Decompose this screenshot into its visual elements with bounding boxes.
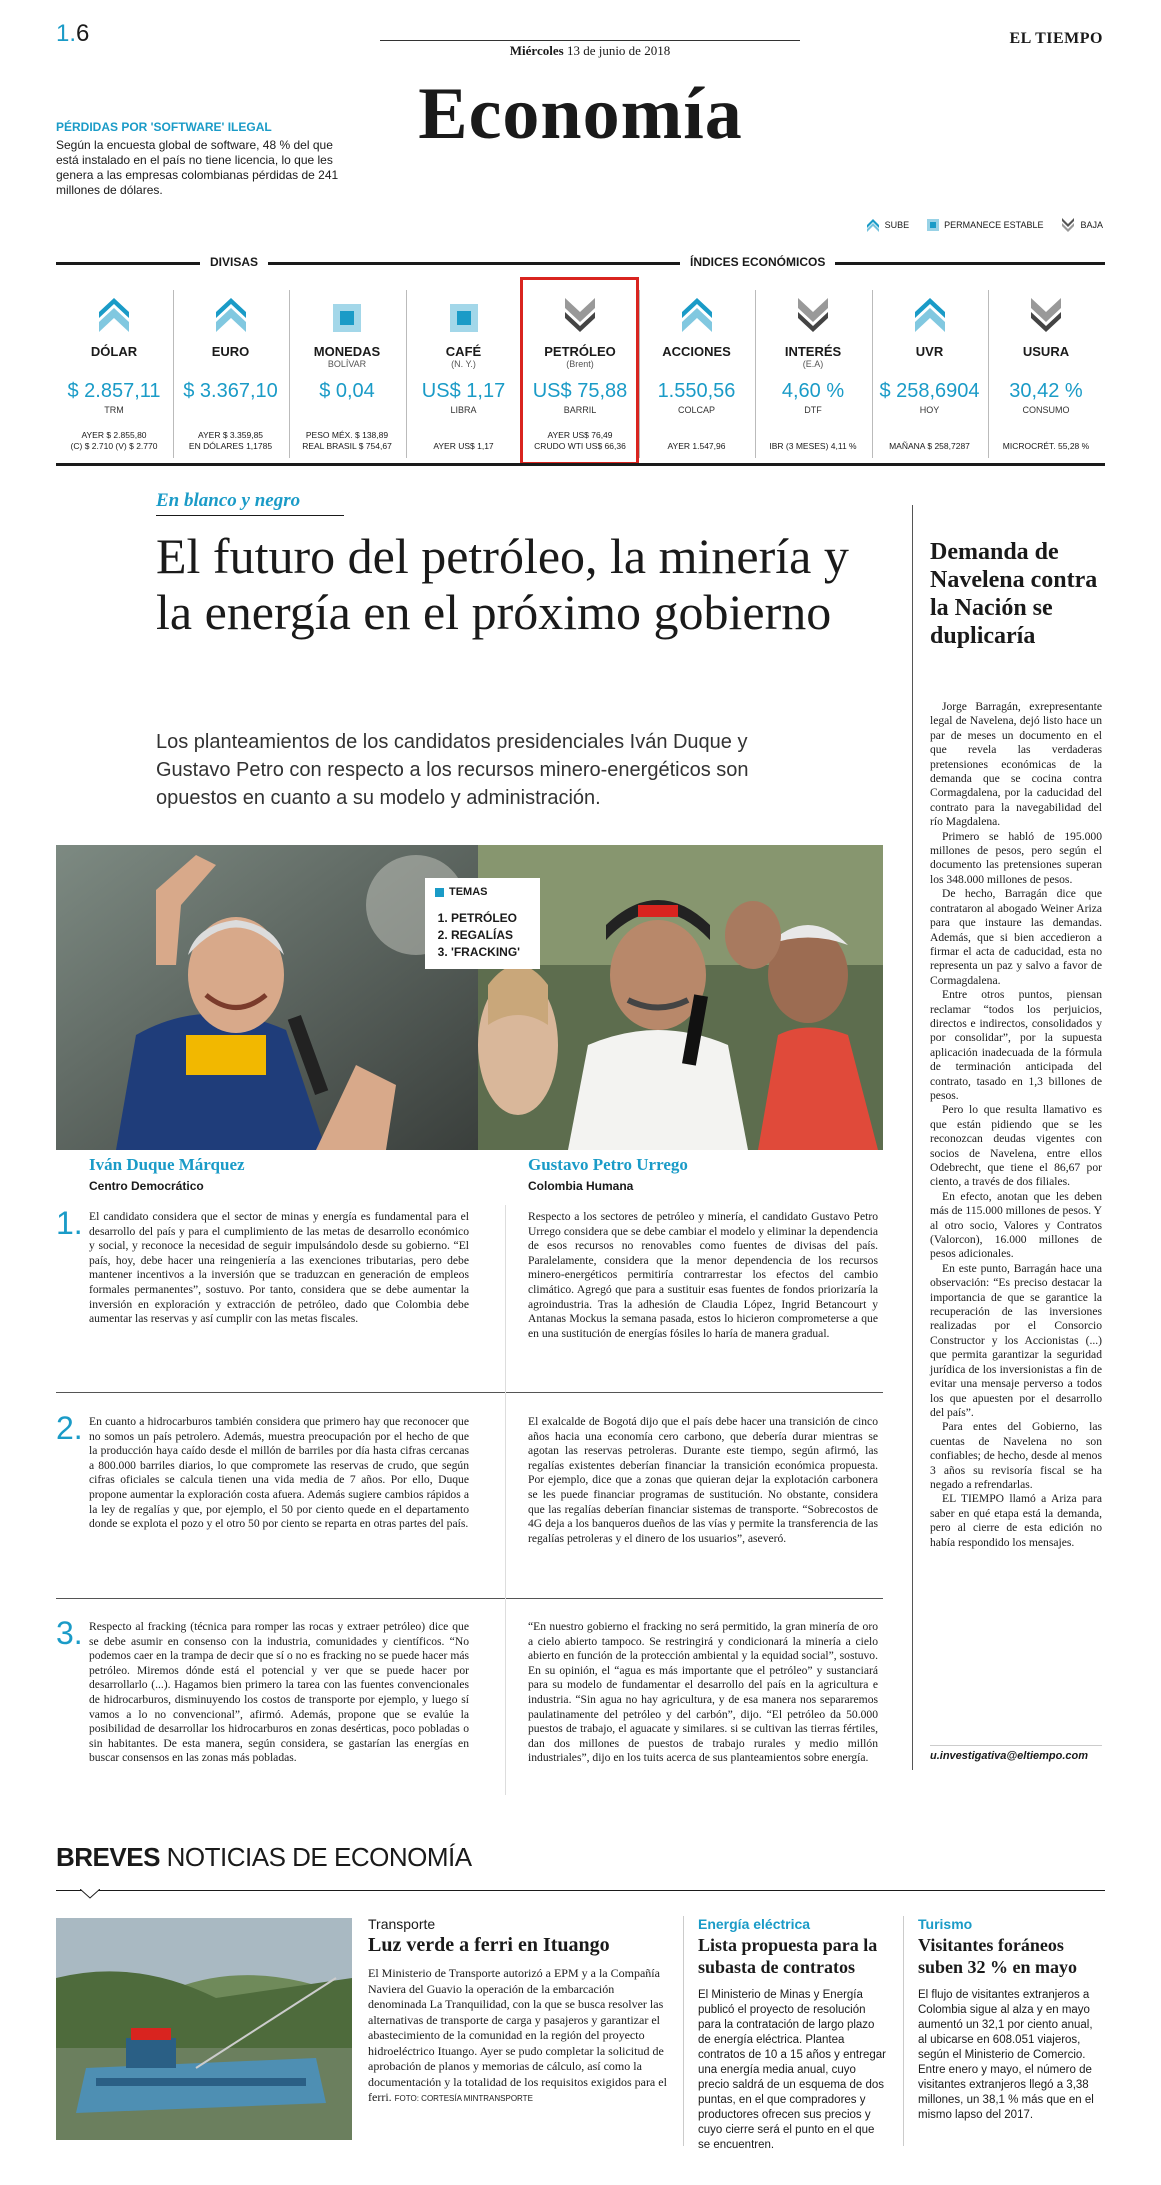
indicator-sub	[988, 359, 1104, 370]
trend-up-icon	[56, 282, 172, 332]
topics-list	[451, 910, 530, 961]
topic-item: 2. REGALÍAS	[451, 927, 530, 944]
indicator-name: UVR	[915, 344, 944, 359]
sidebar-paragraph: Jorge Barragán, exrepresentante legal de Navelena, dejó listo hace un par de meses un documento en el que revela las verdaderas pretensiones económicas de la demanda que se cocina contra Cormagdalena, por la caducidad del contrato para la navegabilidad del río Magdalena.	[930, 700, 1102, 829]
breves-rule	[56, 1890, 1105, 1891]
trend-down-icon	[755, 282, 871, 332]
indicator-value: 4,60 %	[781, 380, 845, 402]
group-label-indices: ÍNDICES ECONÓMICOS	[680, 255, 835, 269]
trend-down-icon	[988, 282, 1104, 332]
topic-item: 1. PETRÓLEO	[451, 910, 530, 927]
photo-credit: FOTO: CORTESÍA MINTRANSPORTE	[394, 2094, 533, 2103]
indicator-monedas	[289, 282, 405, 458]
indicator-separator	[988, 290, 989, 458]
indicator-sub	[173, 359, 289, 370]
indicator-unit: LIBRA	[450, 405, 477, 415]
breve-title: Luz verde a ferri en Ituango	[368, 1934, 610, 1956]
indicator-value: $ 3.367,10	[183, 380, 278, 402]
group-label-divisas: DIVISAS	[200, 255, 268, 269]
indicator-sub	[56, 359, 172, 370]
indicator-value: US$ 75,88	[532, 380, 628, 402]
point-number: 3.	[56, 1615, 83, 1651]
indicator-footnote: IBR (3 MESES) 4,11 %	[769, 441, 857, 451]
breve-body: El Ministerio de Transporte autorizó a EPM y a la Compañía Naviera del Guavio la operación de la embarcación denominada La Tranquilidad, con la que se busca resolver las alternativas de transporte de carga y pasajeros y garantizar el abastecimiento de la comunidad en la región del proyecto hidroeléctrico Ituango. Ayer se pudo completar la solicitud de aprobación de planos y memorias de cálculo, así como la documentación y la totalidad de los requisitos exigidos para el ferri. FOTO: CORTESÍA MINTRANSPORTE	[368, 1966, 667, 2104]
indicator-separator	[289, 290, 290, 458]
breve-item-turismo	[903, 1916, 1103, 2146]
sidebar-headline: Demanda de Navelena contra la Nación se duplicaría	[930, 539, 1098, 649]
trend-up-icon	[173, 282, 289, 332]
indicator-footnote: AYER US$ 76,49 CRUDO WTI US$ 66,36	[534, 430, 626, 451]
legend-stable: PERMANECE ESTABLE	[927, 219, 1043, 231]
indicator-sub	[872, 359, 988, 370]
breve-category: Turismo	[918, 1916, 973, 1932]
indicator-footnote: MICROCRÉT. 55,28 %	[1002, 441, 1090, 451]
indicator-sub: (N. Y.)	[451, 359, 476, 369]
trend-down-icon	[1061, 218, 1075, 232]
indicator-name: USURA	[1022, 344, 1070, 359]
indicator-name: EURO	[211, 344, 250, 359]
indicator-unit: DTF	[804, 405, 822, 415]
indicator-unit: BARRIL	[563, 405, 597, 415]
indicator-value: US$ 1,17	[421, 380, 506, 402]
teaser-text: Según la encuesta global de software, 48 % del que está instalado en el país no tiene licencia, lo que les genera a las empresas colombianas pérdidas de 241 millones de dólares.	[56, 138, 339, 197]
sidebar-email-link[interactable]: u.investigativa@eltiempo.com	[930, 1745, 1102, 1762]
indicators-bottom-rule	[56, 463, 1105, 466]
trend-up-icon	[639, 282, 755, 332]
indicator-footnote: AYER $ 2.855,80 (C) $ 2.710 (V) $ 2.770	[70, 430, 158, 451]
breve-body: El flujo de visitantes extranjeros a Colombia sigue al alza y en mayo aumentó un 32,1 por ciento anual, al ubicarse en 608.051 viajeros, según el Ministerio de Comercio. Entre enero y mayo, el número de visitantes extranjeros llegó a 3,38 millones, un 38,1 % más que en el mismo lapso del 2017.	[918, 1989, 1094, 2121]
indicator-unit: HOY	[919, 405, 940, 415]
indicator-footnote: AYER US$ 1,17	[433, 441, 494, 451]
indicator-separator	[755, 290, 756, 458]
point-left-text: En cuanto a hidrocarburos también considera que primero hay que reconocer que no somos un país petrolero. Además, muestra preocupación por el hecho de que la producción haya caído desde el millón de barriles por día hasta cifras cercanas a 800.000 barriles diarios, lo que compromete las reservas de crudo, que según cifras oficiales se calcula tienen una vida media de 7 años. Por ello, Duque propone aumentar la exploración costa afuera. Además sugiere cambios rápidos a la ley de regalías y que, por ejemplo, el 50 por ciento quede en el departamento donde se explota el pozo y el otro 50 por ciento se reparta en otras partes del país.	[89, 1415, 469, 1531]
section-title: Economía	[418, 73, 743, 155]
breve-title: Lista propuesta para la subasta de contratos	[698, 1935, 878, 1977]
sidebar-paragraph: En efecto, anotan que les deben más de 115.000 millones de pesos. Y al otro socio, Valores y Contratos (Valorcon), 16.000 millones de pesos adicionales.	[930, 1189, 1102, 1261]
point-right-text: El exalcalde de Bogotá dijo que el país debe hacer una transición de cinco años hacia una economía cero carbono, que debería durar mientras se agotan las reservas petroleras. Durante este tiempo, según afirmó, las regalías existentes deberían financiar la transición económica propuesta. Por ejemplo, dice que a zonas que quieran dejar la explotación carbonera se les puede financiar programas de sustitución. No obstante, considera que las regalías deberían financiar sistemas de transporte. “Sobrecostos de 4G deja a los banqueros dueños de las vías y permite la transferencia de las regalías petroleras y el dinero de los usuarios”, aseveró.	[528, 1415, 878, 1545]
sidebar-paragraph: Primero se habló de 195.000 millones de pesos, pero según el documento las pretensiones superan los 348.000 millones de pesos.	[930, 829, 1102, 886]
trend-stable-icon	[289, 282, 405, 332]
photo-ferri	[56, 1918, 352, 2140]
breve-item-transporte	[368, 1916, 668, 2107]
point-number: 2.	[56, 1410, 83, 1446]
indicator-café	[406, 282, 522, 458]
indicator-separator	[872, 290, 873, 458]
indicator-value: $ 2.857,11	[67, 380, 161, 402]
article-headline: El futuro del petróleo, la minería y la energía en el próximo gobierno	[156, 528, 849, 640]
article-deck: Los planteamientos de los candidatos presidenciales Iván Duque y Gustavo Petro con respecto a los recursos minero-energéticos son opuestos en cuanto a su modelo y administración.	[156, 731, 749, 809]
sidebar-paragraph: Entre otros puntos, piensan reclamar “todos los perjuicios, directos e indirectos, consolidados y por consolidar”, por la supuesta aplicación inadecuada de la fórmula de terminación anticipada del contrato, tasado en 1,3 billones de pesos.	[930, 988, 1102, 1102]
indicator-name: CAFÉ	[445, 344, 482, 359]
column-divider	[505, 1205, 506, 1795]
breve-category: Energía eléctrica	[698, 1916, 811, 1932]
point-left-text: El candidato considera que el sector de minas y energía es fundamental para el desarrollo del país y para el cumplimiento de las metas de desarrollo económico y social, y reconoce la necesidad de seguir impulsándolo desde su gobierno. “El país, hoy, debe hacer una reingeniería a las exenciones tributarias, pero debe mantener incentivos a la inversión que se traduzcan en generación de empleos formales permanentes”, sostuvo. Por tanto, considera que se debe aumentar la inversión en exploración y extracción de petróleo, dado que Colombia debe aumentar las reservas y así cumplir con las metas fiscales.	[89, 1210, 469, 1326]
highlight-box	[520, 277, 639, 465]
indicator-sub	[639, 359, 755, 370]
indicator-unit: CONSUMO	[1022, 405, 1070, 415]
point-number: 1.	[56, 1205, 83, 1241]
indicator-unit: COLCAP	[677, 405, 715, 415]
indicator-name: PETRÓLEO	[544, 344, 616, 359]
point-right-text: “En nuestro gobierno el fracking no será permitido, la gran minería de oro a cielo abierto tampoco. Se restringirá y condicionará la minería a cielo abierto en función de la protección ambiental y la equidad social”, sostuvo. En su opinión, el “agua es más importante que el petróleo” y sustanciará para su modelo de fundamentar el desarrollo del país en la agricultura e industria. “Sin agua no hay agricultura, y de esa manera nos separaremos paulatinamente del petróleo y del carbón”, dijo. “El petróleo da 50.000 puestos de trabajo, el aguacate y similares. si se cultivan las tierras fértiles, dan dos millones de puestos de trabajo rurales y medio millón industriales”, dijo en los tuits acerca de sus planteamientos sobre energía.	[528, 1620, 878, 1765]
indicator-name: DÓLAR	[90, 344, 138, 359]
point-right-text: Respecto a los sectores de petróleo y minería, el candidato Gustavo Petro Urrego considera que se debe cambiar el modelo y eliminar la dependencia de esos recursos no renovables como fuentes de divisas del país. Paralelamente, considera que la menor dependencia de los recursos minero-energéticos permitiría contrarrestar los efectos del cambio climático. Agregó que para a sustituir esas fuentes de fondos priorizaría la agroindustria. Tras la adhesión de Claudia López, Ingrid Betancourt y Antanas Mockus la semana pasada, estos lo hicieron comprometerse a que en una sustitución de energías fósiles lo haría de manera gradual.	[528, 1210, 878, 1340]
indicator-sub: (E.A)	[802, 359, 824, 369]
candidate-name: Gustavo Petro Urrego	[528, 1155, 688, 1174]
dateline: Miércoles 13 de junio de 2018	[380, 40, 800, 59]
indicator-sub: (Brent)	[566, 359, 594, 369]
breves-notch-icon	[80, 1889, 100, 1899]
indicator-acciones	[639, 282, 755, 458]
indicator-value: $ 0,04	[319, 380, 375, 402]
topics-square-icon	[435, 888, 444, 897]
legend-up: SUBE	[866, 218, 910, 232]
candidate-right	[528, 1155, 908, 1193]
indicator-sub: BOLÍVAR	[327, 359, 367, 369]
candidate-left	[89, 1155, 469, 1193]
indicator-uvr	[872, 282, 988, 458]
indicator-footnote: AYER 1.547,96	[667, 441, 726, 451]
sidebar-paragraph: De hecho, Barragán dice que contrataron al abogado Weiner Ariza para que instaure las demandas. Además, que si bien accedieron a firmar el acta de caducidad, esta no representa un paz y salvo a favor de Cormagdalena.	[930, 887, 1102, 987]
point-left-text: Respecto al fracking (técnica para romper las rocas y extraer petróleo) dice que se debe asumir en consenso con la industria, comunidades y científicos. “No podemos caer en la trampa de decir que sí o no es fracking no se puede hacer más petróleo. Miremos dónde está el potencial y ver que se puede hacer por desarrollarlo (...). Hagamos bien primero la tarea con las fuentes convencionales de hidrocarburos, disminuyendo los costos de transporte por ejemplo, y luego sí vamos a lo no convencional”, afirmó. Además, propone que se evalúe la posibilidad de desarrollar los hidrocarburos en zonas desérticas, poco pobladas o sin habitantes. De esta manera, según considera, se gastarían las energías en buscar consensos en las zonas más pobladas.	[89, 1620, 469, 1765]
indicator-interés	[755, 282, 871, 458]
sidebar-paragraph: En este punto, Barragán hace una observación: “Es preciso destacar la importancia de que se garantice la recuperación de las inversiones realizadas por el Consorcio Constructor y los Accionistas (...) que permita garantizar la seguridad jurídica de los inversionistas a fin de evitar una mensaje perverso a todos los que apuesten por el desarrollo del país”.	[930, 1261, 1102, 1419]
candidate-name: Iván Duque Márquez	[89, 1155, 245, 1174]
candidate-party: Centro Democrático	[89, 1179, 204, 1193]
indicator-footnote: PESO MÉX. $ 138,89 REAL BRASIL $ 754,67	[302, 430, 392, 451]
sidebar-paragraph: Pero lo que resulta llamativo es que están pidiendo que se les reconozcan deudas vigentes con socios de Navelena, entre ellos Odebrecht, que tiene el 86,67 por ciento, a través de dos filiales.	[930, 1103, 1102, 1189]
indicator-name: MONEDAS	[313, 344, 381, 359]
trend-legend	[866, 218, 1103, 232]
sidebar-body	[930, 700, 1102, 1550]
topic-item: 3. 'FRACKING'	[451, 944, 530, 961]
breve-item-energia	[683, 1916, 888, 2151]
trend-up-icon	[866, 218, 880, 232]
page-number: 1.6	[56, 20, 90, 47]
indicator-usura	[988, 282, 1104, 458]
breve-title: Visitantes foráneos suben 32 % en mayo	[918, 1935, 1078, 1977]
candidate-party: Colombia Humana	[528, 1179, 634, 1193]
photo-ivan-duque	[56, 845, 478, 1150]
indicator-dólar	[56, 282, 172, 458]
indicator-separator	[406, 290, 407, 458]
breve-category: Transporte	[368, 1916, 436, 1932]
sidebar-divider	[912, 505, 913, 1770]
breve-body: El Ministerio de Minas y Energía publicó el proyecto de resolución para la contratación de largo plazo de energía eléctrica. Plantea contratos de 10 a 15 años y entregar una energía media anual, cuyo precio saldrá de un esquema de dos puntas, en el que compradores y productores ofrecen sus precios y cuyo cierre será el punto en el que se encuentren.	[698, 1989, 886, 2151]
topics-box: TEMAS 1. PETRÓLEO 2. REGALÍAS 3. 'FRACKING'	[425, 878, 540, 969]
indicator-footnote: AYER $ 3.359,85 EN DÓLARES 1,1785	[188, 430, 273, 451]
newspaper-logo: EL TIEMPO	[1009, 30, 1103, 47]
indicator-name: ACCIONES	[662, 344, 731, 359]
indicator-value: 30,42 %	[1009, 380, 1083, 402]
sidebar-paragraph: Para entes del Gobierno, las cuentas de Navelena no son confiables; de hecho, desde al menos 3 años su revisoría fiscal se ha negado a refrendarlas.	[930, 1420, 1102, 1491]
indicator-value: $ 258,6904	[879, 380, 980, 402]
indicator-value: 1.550,56	[657, 380, 736, 402]
indicator-euro	[173, 282, 289, 458]
legend-down: BAJA	[1061, 218, 1103, 232]
teaser-box	[56, 120, 346, 198]
teaser-title: PÉRDIDAS POR 'SOFTWARE' ILEGAL	[56, 120, 272, 134]
point-divider	[56, 1598, 883, 1599]
trend-stable-icon	[406, 282, 522, 332]
indicator-name: INTERÉS	[784, 344, 842, 359]
indicator-footnote: MAÑANA $ 258,7287	[889, 441, 970, 451]
trend-stable-icon	[927, 219, 939, 231]
trend-up-icon	[872, 282, 988, 332]
breves-title: BREVES NOTICIAS DE ECONOMÍA	[56, 1842, 472, 1872]
indicator-unit: TRM	[104, 405, 124, 415]
point-divider	[56, 1392, 883, 1393]
indicator-separator	[173, 290, 174, 458]
article-kicker: En blanco y negro	[156, 490, 344, 516]
sidebar-paragraph: EL TIEMPO llamó a Ariza para saber en qué etapa está la demanda, pero al cierre de esta edición no había respondido los mensajes.	[930, 1492, 1102, 1549]
